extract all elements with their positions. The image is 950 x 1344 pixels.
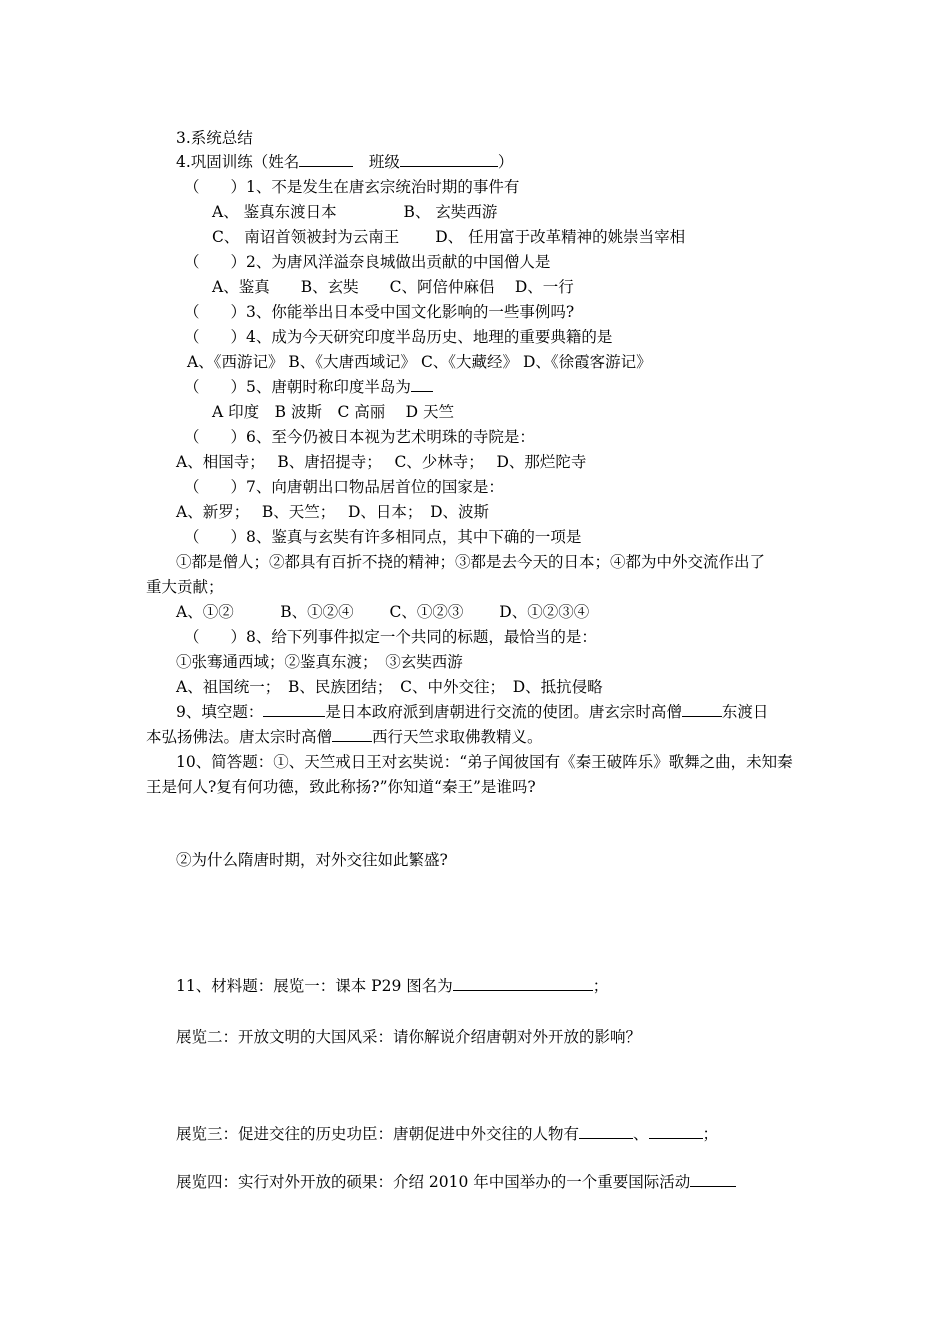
practice-heading <box>176 152 513 172</box>
question-11-end: ； <box>592 977 609 995</box>
question-11 <box>176 976 608 996</box>
question-1: （ ）1、不是发生在唐玄宗统治时期的事件有 <box>184 178 520 196</box>
exhibit-4-text: 展览四：实行对外开放的硕果：介绍 2010 年中国举办的一个重要国际活动 <box>176 1173 691 1191</box>
question-5-blank[interactable] <box>411 377 433 392</box>
question-9-text-3: 本弘扬佛法。唐太宗时高僧 <box>146 728 333 746</box>
question-2: （ ）2、为唐风洋溢奈良城做出贡献的中国僧人是 <box>184 253 551 271</box>
question-1-options-cd: C、 南诏首领被封为云南王 D、 任用富于改革精神的姚崇当宰相 <box>212 228 686 246</box>
exhibit-4 <box>176 1172 736 1192</box>
exhibit-3-end: ； <box>702 1125 719 1143</box>
question-4: （ ）4、成为今天研究印度半岛历史、地理的重要典籍的是 <box>184 328 613 346</box>
question-9-label: 9、填空题： <box>176 703 264 721</box>
exhibit-3-blank-2[interactable] <box>649 1124 703 1139</box>
question-6-options: A、相国寺； B、唐招提寺； C、少林寺； D、那烂陀寺 <box>176 453 587 471</box>
exhibit-3 <box>176 1124 718 1144</box>
question-8-options: A、①② B、①②④ C、①②③ D、①②③④ <box>176 603 590 621</box>
class-blank[interactable] <box>400 152 498 167</box>
question-11-blank[interactable] <box>453 976 593 991</box>
question-10-part-2: ②为什么隋唐时期，对外交往如此繁盛? <box>176 851 448 869</box>
question-2-options: A、鉴真 B、玄奘 C、阿倍仲麻侣 D、一行 <box>212 278 574 296</box>
question-9-text-4: 西行天竺求取佛教精义。 <box>372 728 543 746</box>
question-9-cont <box>146 727 543 747</box>
question-8-statements: ①都是僧人；②都具有百折不挠的精神；③都是去今天的日本；④都为中外交流作出了 <box>176 553 766 571</box>
practice-heading-text: 4.巩固训练（姓名 <box>176 153 300 171</box>
class-label: 班级 <box>368 153 400 171</box>
question-1-options-ab: A、 鉴真东渡日本 B、 玄奘西游 <box>212 203 498 221</box>
question-9-blank-1[interactable] <box>263 702 325 717</box>
question-4-options: A、《西游记》 B、《大唐西域记》 C、《大藏经》 D、《徐霞客游记》 <box>187 353 652 371</box>
question-8b-events: ①张骞通西域；②鉴真东渡； ③玄奘西游 <box>176 653 463 671</box>
exhibit-4-blank[interactable] <box>690 1172 736 1187</box>
section-summary-heading: 3.系统总结 <box>176 129 253 147</box>
question-9-text-2: 东渡日 <box>721 703 769 721</box>
exhibit-2: 展览二：开放文明的大国风采：请你解说介绍唐朝对外开放的影响？ <box>176 1028 642 1046</box>
question-9 <box>176 702 768 722</box>
question-8b-options: A、祖国统一； B、民族团结； C、中外交往； D、抵抗侵略 <box>176 678 603 696</box>
name-blank[interactable] <box>299 152 353 167</box>
close-paren: ） <box>497 153 514 171</box>
question-10: 10、简答题：①、天竺戒日王对玄奘说：“弟子闻彼国有《秦王破阵乐》歌舞之曲，未知秦 <box>176 753 793 771</box>
question-9-text-1: 是日本政府派到唐朝进行交流的使团。唐玄宗时高僧 <box>325 703 682 721</box>
question-8: （ ）8、鉴真与玄奘有许多相同点，其中下确的一项是 <box>184 528 582 546</box>
question-8b: （ ）8、给下列事件拟定一个共同的标题，最恰当的是： <box>184 628 597 646</box>
question-9-blank-2[interactable] <box>682 702 722 717</box>
question-11-text: 11、材料题：展览一：课本 P29 图名为 <box>176 977 453 995</box>
question-10-cont: 王是何人?复有何功德，致此称扬?”你知道“秦王”是谁吗? <box>146 778 536 796</box>
question-9-blank-3[interactable] <box>332 727 372 742</box>
question-6: （ ）6、至今仍被日本视为艺术明珠的寺院是： <box>184 428 535 446</box>
question-5 <box>184 377 433 397</box>
question-8-statements-cont: 重大贡献； <box>146 578 224 596</box>
exhibit-3-sep: 、 <box>633 1125 649 1143</box>
question-3: （ ）3、你能举出日本受中国文化影响的一些事例吗? <box>184 303 575 321</box>
question-7-options: A、新罗； B、天竺； D、日本； D、波斯 <box>176 503 490 521</box>
question-5-options: A 印度 B 波斯 C 高丽 D 天竺 <box>212 403 455 421</box>
exhibit-3-text: 展览三：促进交往的历史功臣：唐朝促进中外交往的人物有 <box>176 1125 580 1143</box>
question-5-text: （ ）5、唐朝时称印度半岛为 <box>184 378 411 396</box>
exhibit-3-blank-1[interactable] <box>579 1124 633 1139</box>
question-7: （ ）7、向唐朝出口物品居首位的国家是： <box>184 478 504 496</box>
